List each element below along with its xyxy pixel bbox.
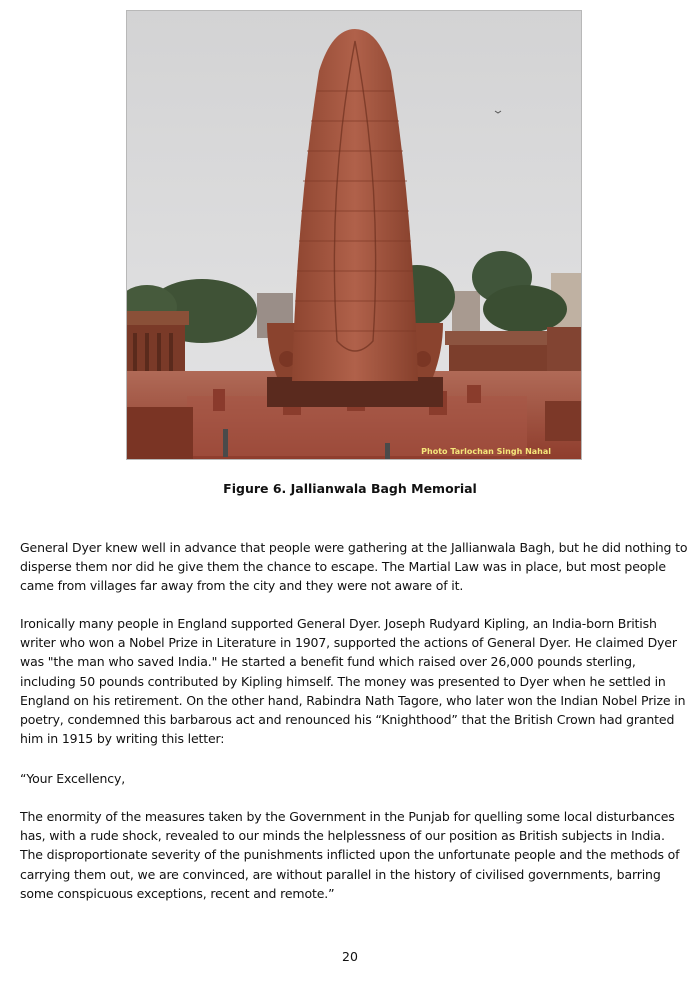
paragraph-letter-body: The enormity of the measures taken by the Government in the Punjab for quelling some local disturbances has, with a rude shock, revealed to our minds the helplessness of our position as British subjects in India. The disproportionate severity of the punishments inflicted upon the unfortunate people and the methods of carrying them out, we are convinced, are without parallel in the history of civilised governments, barring some conspicuous exceptions, recent and remote.” <box>20 809 680 901</box>
page-number: 20 <box>342 949 358 964</box>
memorial-illustration <box>127 11 582 460</box>
paragraph-dyer-knew: General Dyer knew well in advance that people were gathering at the Jallianwala Bagh, but he did nothing to disperse them nor did he give them the chance to escape. The Martial Law was in place, but most people came from villages far away from the city and they were not aware of it. <box>20 540 688 594</box>
paragraph-letter-salutation: “Your Excellency, <box>20 771 126 786</box>
figure-caption: Figure 6. Jallianwala Bagh Memorial <box>223 481 477 496</box>
photo-credit: Photo Tarlochan Singh Nahal <box>421 447 551 456</box>
paragraph-kipling-tagore: Ironically many people in England supported General Dyer. Joseph Rudyard Kipling, an India-born British writer who won a Nobel Prize in Literature in 1907, supported the actions of General Dyer. He claimed Dyer was "the man who saved India." He started a benefit fund which raised over 26,000 pounds sterling, including 50 pounds contributed by Kipling himself. The money was presented to Dyer when he settled in England on his retirement. On the other hand, Rabindra Nath Tagore, who later won the Indian Nobel Prize in poetry, condemned this barbarous act and renounced his “Knighthood” that the British Crown had granted him in 1915 by writing this letter: <box>20 616 686 747</box>
memorial-photo <box>126 10 582 460</box>
